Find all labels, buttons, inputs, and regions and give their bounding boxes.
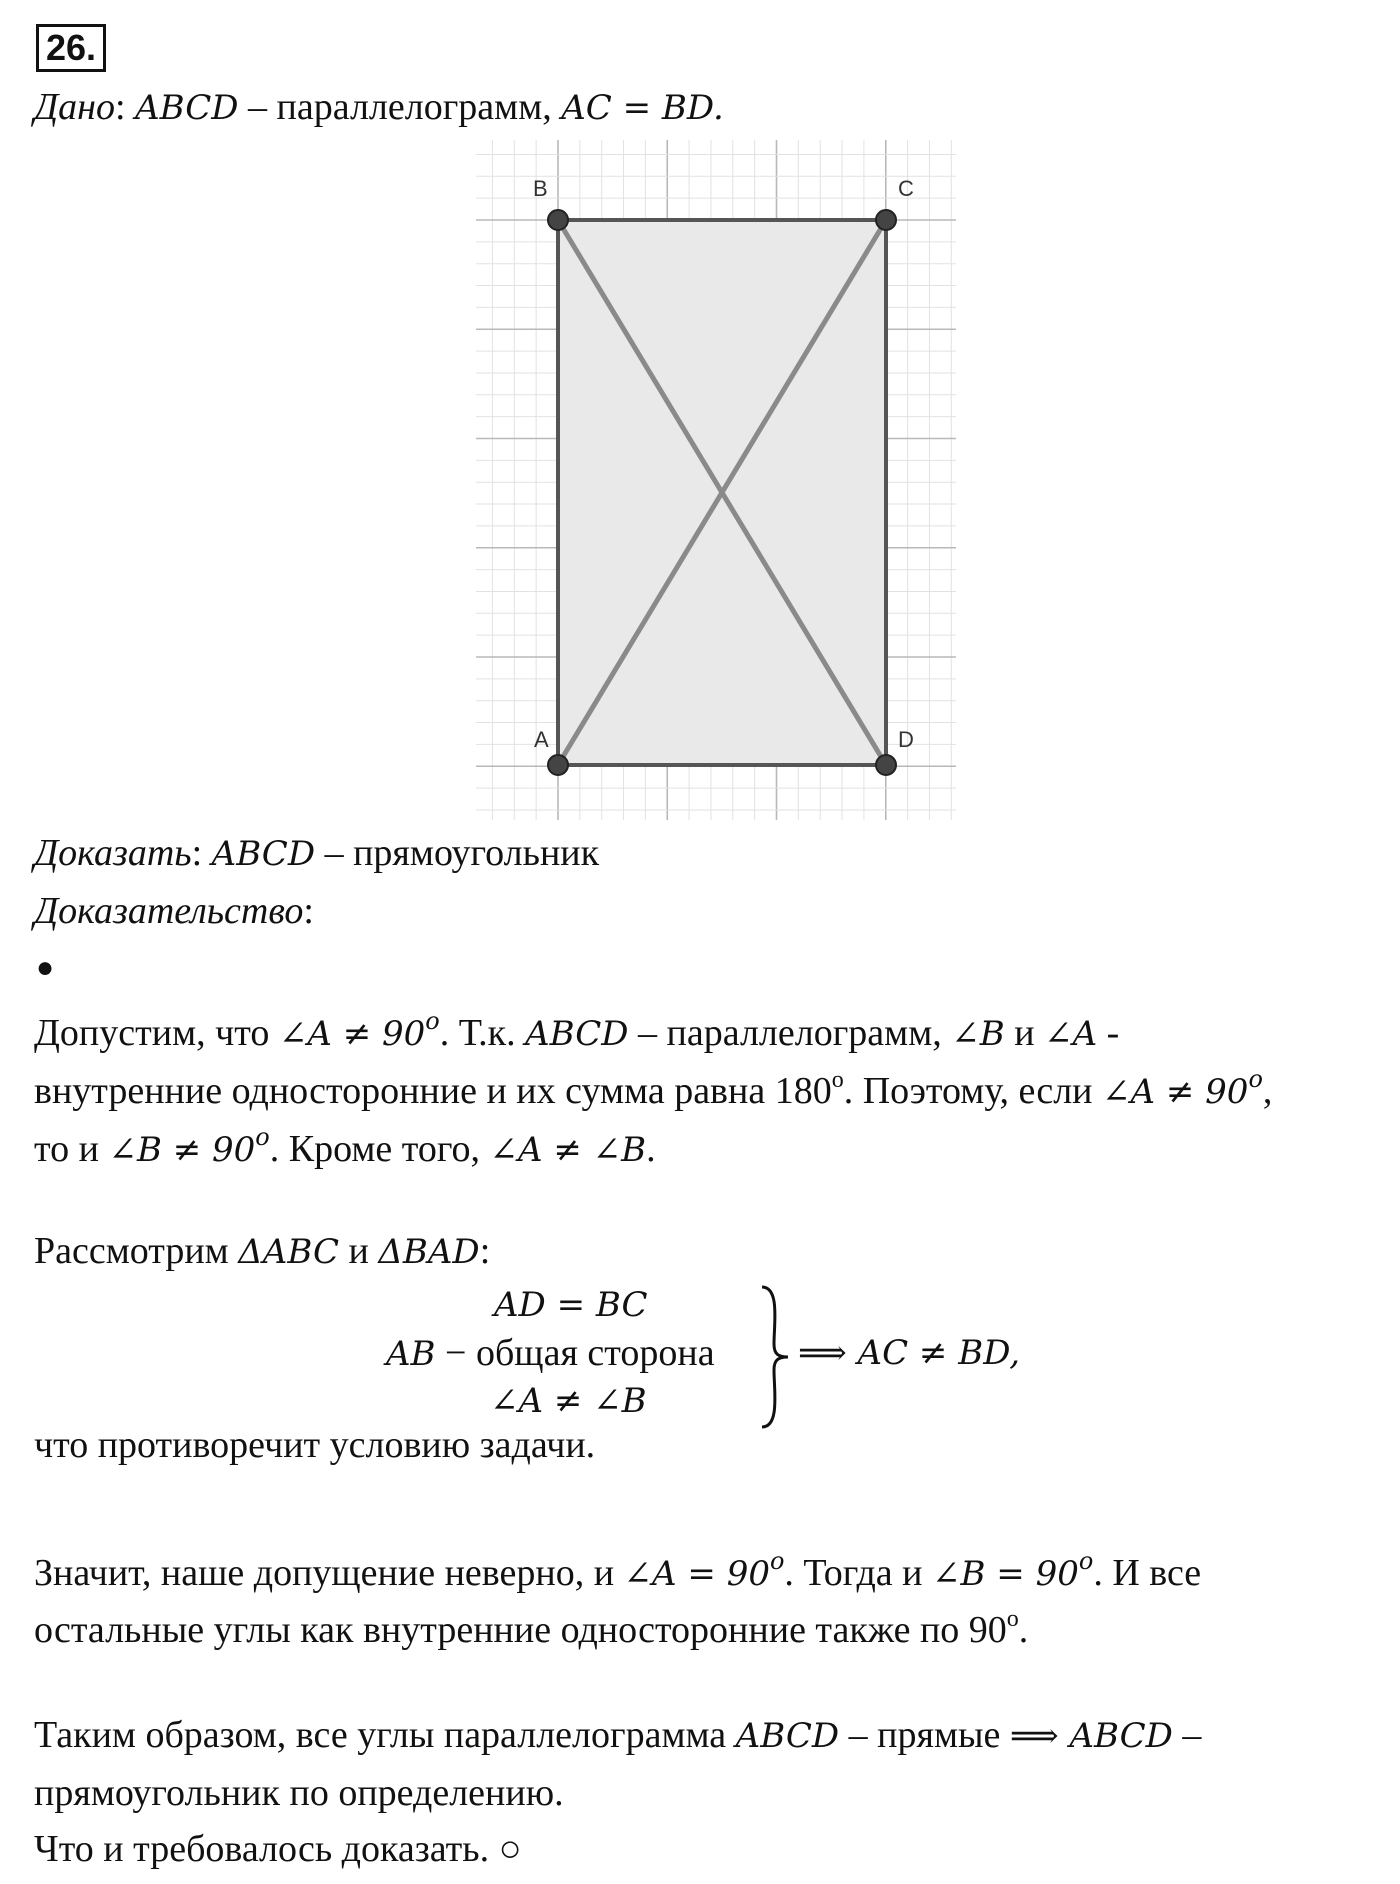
para3-line3: Что и требовалось доказать. ○ bbox=[34, 1828, 522, 1870]
given-line bbox=[34, 84, 724, 131]
text: Таким образом, все углы параллелограмма bbox=[34, 1714, 736, 1756]
para1-line2 bbox=[34, 1056, 1272, 1115]
math: ΔBAD bbox=[378, 1232, 480, 1272]
given-figure-name: ABCD bbox=[135, 88, 239, 128]
system-row1: AD = BC bbox=[494, 1285, 648, 1325]
parallelogram-figure bbox=[476, 140, 956, 820]
superscript: o bbox=[425, 1007, 440, 1035]
para1-line3 bbox=[34, 1114, 656, 1173]
text: и bbox=[1004, 1012, 1045, 1054]
text: Значит, наше допущение неверно, и bbox=[34, 1552, 624, 1594]
text: – bbox=[1172, 1714, 1202, 1756]
proof-label: Доказательство bbox=[34, 890, 304, 932]
bullet: ● bbox=[36, 951, 55, 984]
math: ∠B = 90 bbox=[932, 1554, 1079, 1594]
math: ABCD bbox=[735, 1716, 840, 1756]
math: ∠A ≠ 90 bbox=[278, 1014, 426, 1054]
text: . bbox=[646, 1128, 656, 1170]
given-colon: : bbox=[115, 86, 126, 128]
text: . И все bbox=[1093, 1552, 1202, 1594]
text: . Тогда и bbox=[784, 1552, 933, 1594]
math: ∠A ≠ 90 bbox=[1102, 1072, 1249, 1112]
text: – параллелограмм, bbox=[628, 1012, 952, 1054]
text: . bbox=[1018, 1609, 1029, 1651]
given-text: – параллелограмм, bbox=[238, 86, 552, 128]
system-result: ⟹ AC ≠ BD, bbox=[798, 1333, 1021, 1373]
point-a bbox=[548, 755, 568, 775]
para3-line1 bbox=[34, 1712, 1201, 1759]
right-brace bbox=[758, 1284, 792, 1430]
para3-line2: прямоугольник по определению. bbox=[34, 1772, 564, 1814]
text: Допустим, что bbox=[34, 1012, 279, 1054]
label-b: B bbox=[533, 176, 548, 201]
prove-line bbox=[34, 830, 599, 877]
para2-line2 bbox=[34, 1596, 1028, 1653]
text: − общая сторона bbox=[435, 1332, 715, 1374]
point-c bbox=[876, 210, 896, 230]
math: ⟹ ABCD bbox=[1009, 1716, 1173, 1756]
prove-label: Доказать bbox=[34, 832, 192, 874]
math: ∠B ≠ 90 bbox=[108, 1130, 256, 1170]
consider-line bbox=[34, 1228, 490, 1275]
math: AB bbox=[386, 1334, 436, 1374]
para1-line1 bbox=[34, 998, 1119, 1057]
point-d bbox=[876, 755, 896, 775]
prove-colon: : bbox=[191, 832, 203, 874]
text: , bbox=[1262, 1070, 1273, 1112]
superscript: o bbox=[255, 1123, 270, 1151]
label-d: D bbox=[898, 727, 914, 752]
math: ∠A bbox=[1044, 1014, 1098, 1054]
system-row3: ∠A ≠ ∠B bbox=[490, 1381, 647, 1421]
contradiction-line: что противоречит условию задачи. bbox=[34, 1424, 596, 1466]
proof-colon: : bbox=[303, 890, 314, 932]
label-c: C bbox=[898, 176, 914, 201]
text: . Кроме того, bbox=[269, 1128, 490, 1170]
system-row2 bbox=[386, 1330, 715, 1377]
given-condition: AC = BD. bbox=[561, 88, 724, 128]
point-b bbox=[548, 210, 568, 230]
superscript: o bbox=[1248, 1065, 1263, 1093]
math: ∠B bbox=[951, 1014, 1005, 1054]
superscript: o bbox=[831, 1067, 844, 1093]
text: – прямые bbox=[839, 1714, 1010, 1756]
text: Рассмотрим bbox=[34, 1230, 239, 1272]
superscript: o bbox=[1078, 1547, 1094, 1575]
text: внутренние односторонние и их сумма равна 180 bbox=[34, 1070, 832, 1112]
label-a: A bbox=[534, 727, 549, 752]
text: остальные углы как внутренние односторонние также по 90 bbox=[34, 1609, 1007, 1651]
superscript: o bbox=[769, 1547, 785, 1575]
math: ΔABC bbox=[238, 1232, 339, 1272]
text: . Поэтому, если bbox=[843, 1070, 1103, 1112]
prove-text: – прямоугольник bbox=[315, 832, 600, 874]
text: . Т.к. bbox=[439, 1012, 526, 1054]
text: и bbox=[338, 1230, 379, 1272]
text: - bbox=[1097, 1012, 1120, 1054]
math: ∠A ≠ ∠B bbox=[489, 1130, 647, 1170]
math: ∠A = 90 bbox=[623, 1554, 770, 1594]
text: то и bbox=[34, 1128, 109, 1170]
text: : bbox=[479, 1230, 491, 1272]
para2-line1 bbox=[34, 1538, 1201, 1597]
given-label: Дано bbox=[34, 86, 116, 128]
prove-figure-name: ABCD bbox=[211, 834, 316, 874]
math: ABCD bbox=[525, 1014, 629, 1054]
proof-heading bbox=[34, 888, 314, 934]
superscript: o bbox=[1006, 1606, 1019, 1632]
task-number: 26. bbox=[36, 24, 106, 72]
